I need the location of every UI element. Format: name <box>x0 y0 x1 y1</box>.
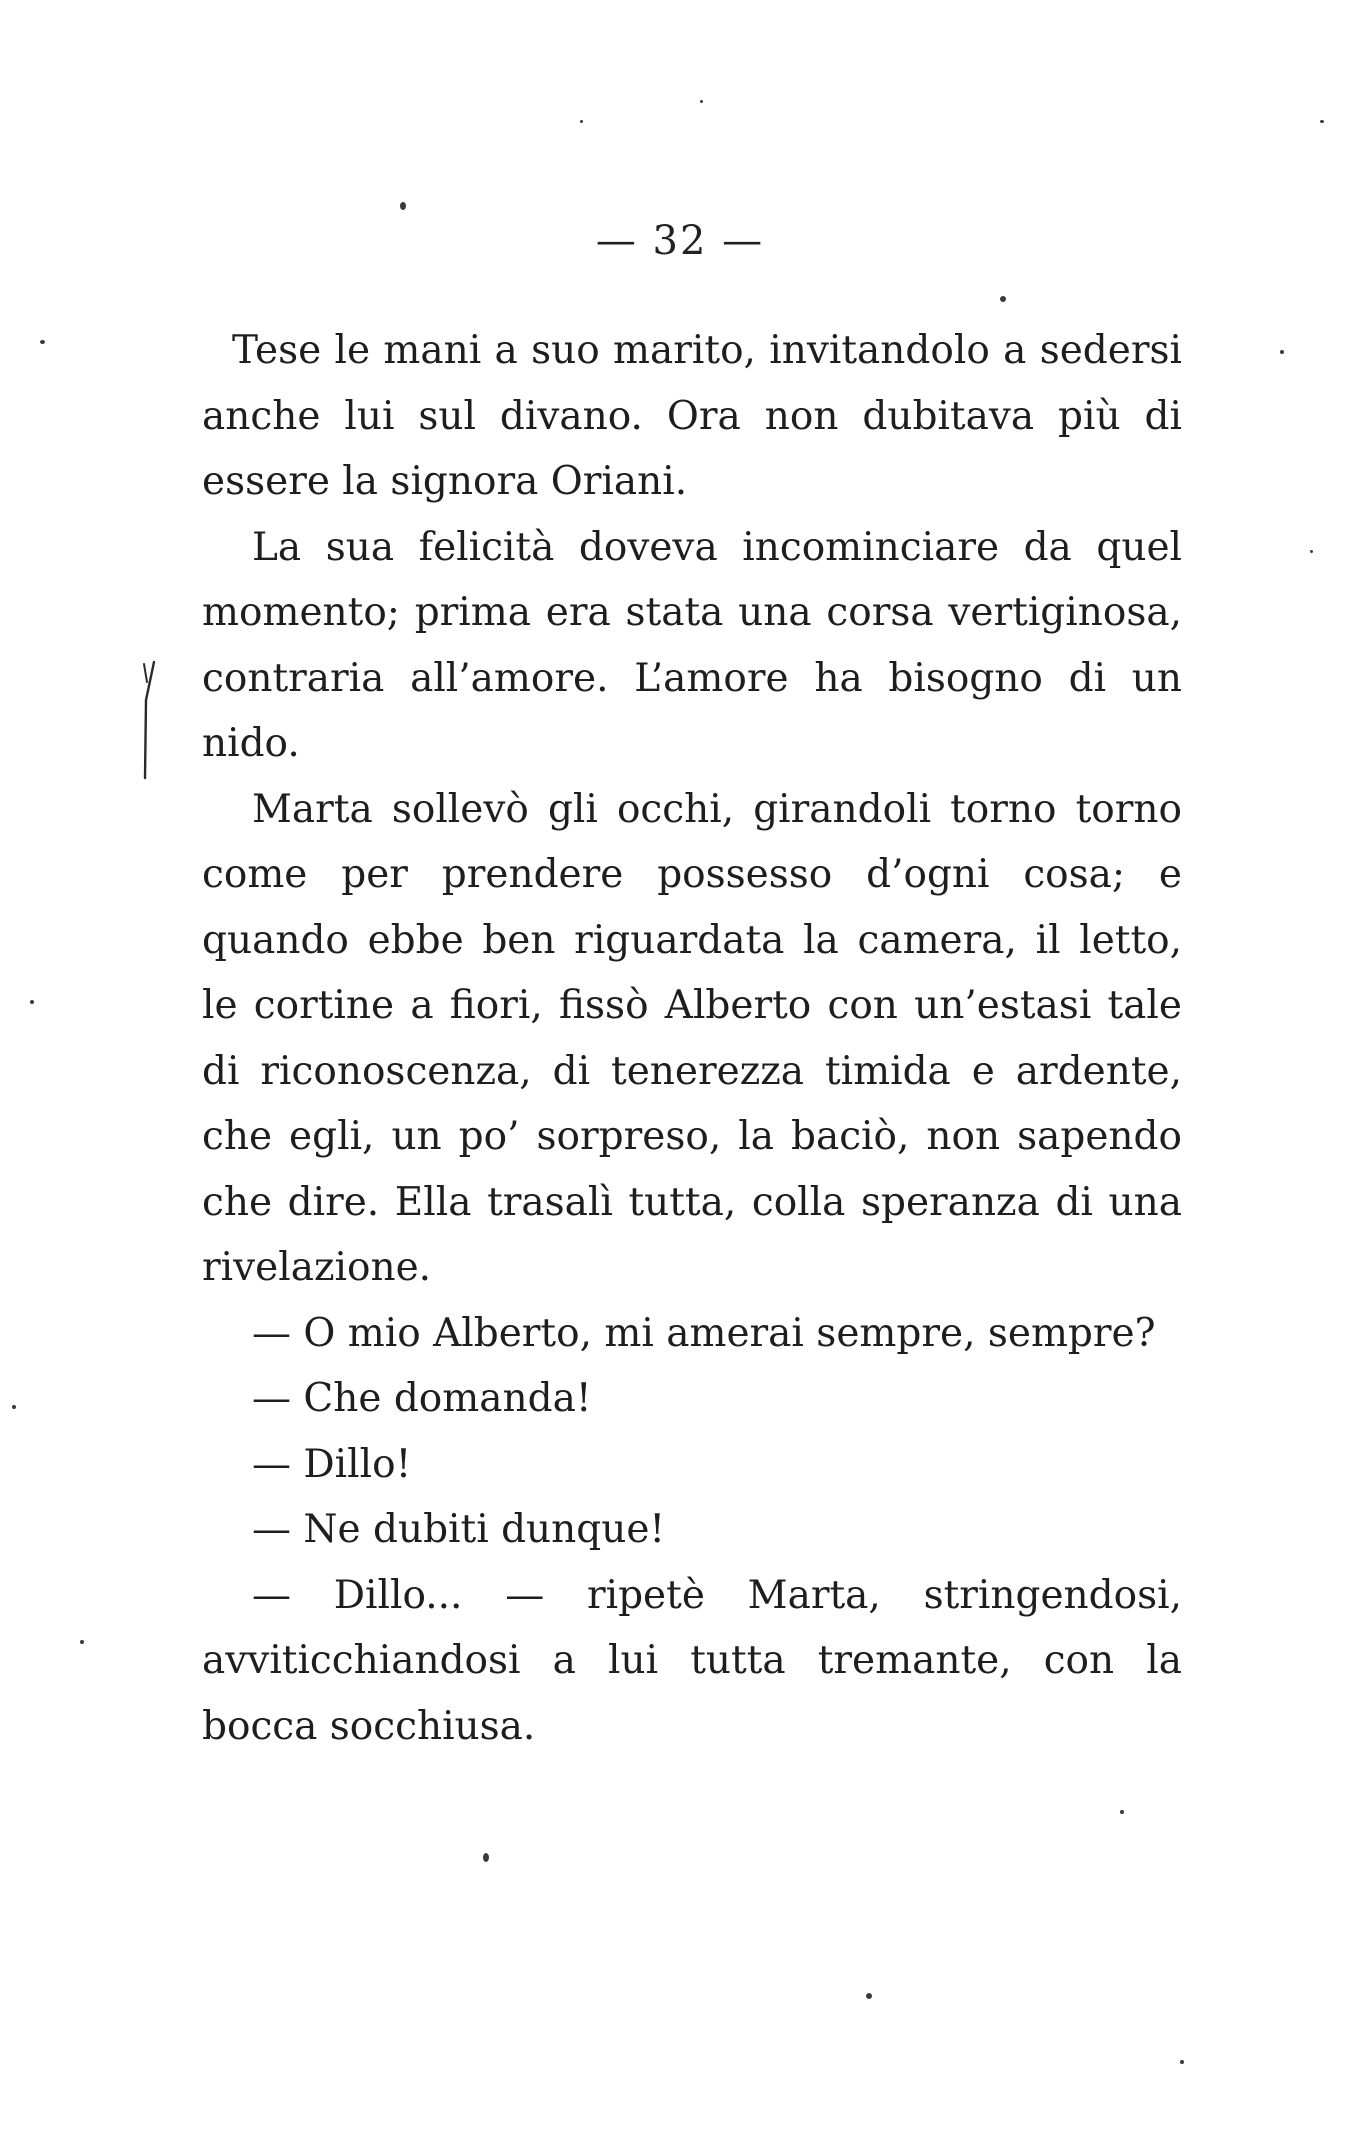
scan-speck <box>700 100 703 103</box>
margin-pencil-mark <box>140 660 160 780</box>
paragraph: Marta sollevò gli occhi, girandoli torno torno come per prendere possesso d’ogni cosa; e quando ebbe ben riguardata la camera, il letto, le cortine a fiori, fissò Alberto con un’estasi tale di riconoscenza, di tenerezza timida e ardente, che egli, un po’ sorpreso, la baciò, non sapendo che dire. Ella trasalì tutta, colla speranza di una rivelazione. <box>202 786 1182 1290</box>
dialogue-line: — O mio Alberto, mi amerai sempre, sempre? <box>252 1310 1156 1356</box>
scan-speck <box>80 1640 84 1644</box>
scan-speck <box>40 340 45 344</box>
scan-speck <box>1180 2060 1184 2064</box>
scan-speck <box>1120 1810 1124 1814</box>
page-number: — 32 — <box>595 218 765 264</box>
paragraph: Tese le mani a suo marito, invitandolo a sedersi anche lui sul divano. Ora non dubitava più di essere la signora Oriani. <box>202 328 1182 504</box>
scan-speck <box>30 1000 34 1004</box>
scan-speck <box>1320 120 1324 123</box>
scan-speck <box>580 120 583 123</box>
scan-speck <box>1000 296 1006 302</box>
scan-speck <box>12 1405 16 1409</box>
scan-speck <box>866 1993 872 1999</box>
scan-speck <box>400 202 406 210</box>
dialogue-line: — Ne dubiti dunque! <box>252 1507 666 1552</box>
dialogue-line: — Dillo! <box>252 1441 412 1487</box>
scan-speck <box>1310 550 1313 553</box>
scan-speck <box>483 1853 489 1862</box>
paragraph: La sua felicità doveva incominciare da quel momento; prima era stata una corsa vertiginosa, contraria all’amore. L’amore ha bisogno di un nido. <box>202 524 1182 766</box>
dialogue-line: — Che domanda! <box>252 1376 592 1421</box>
dialogue-line: — Dillo... — ripetè Marta, stringendosi, avviticchiandosi a lui tutta tremante, con la bocca socchiusa. <box>202 1572 1182 1749</box>
scan-speck <box>1280 350 1284 354</box>
body-text <box>202 318 1182 1759</box>
